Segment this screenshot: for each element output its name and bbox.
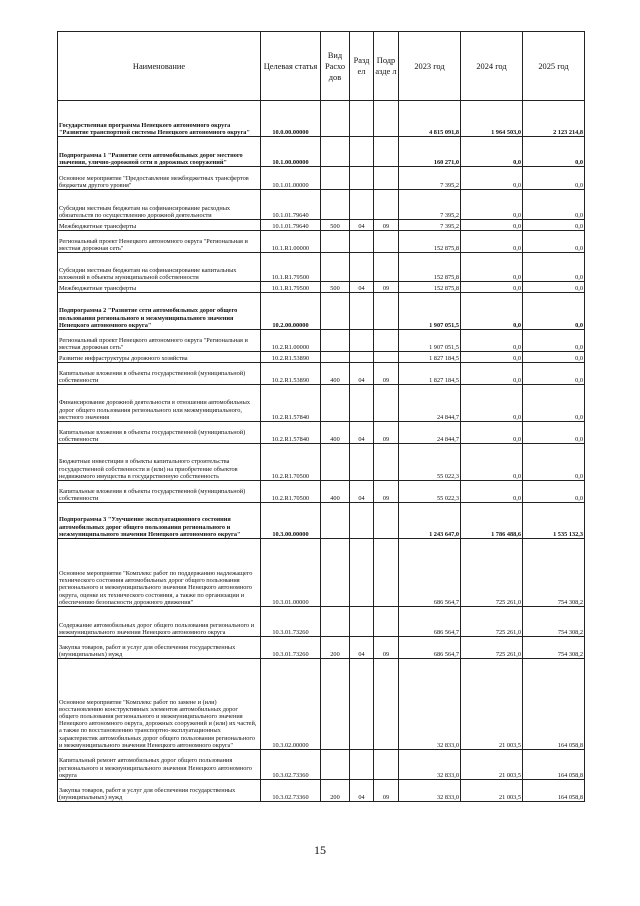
cell-section [350,659,374,750]
cell-year-2025: 754 308,2 [523,637,585,659]
cell-subsection [374,607,399,637]
cell-year-2024: 0,0 [461,363,523,385]
cell-year-2024: 0,0 [461,422,523,444]
cell-year-2023: 686 564,7 [399,539,461,607]
cell-target-article: 10.2.R1.53890 [261,363,321,385]
cell-expense-type: 200 [321,780,350,802]
cell-target-article: 10.1.R1.79500 [261,282,321,293]
cell-section: 04 [350,220,374,231]
page-number: 15 [314,843,326,857]
cell-year-2023: 55 022,3 [399,444,461,481]
header-expense-type: Вид Расхо дов [321,32,350,101]
cell-expense-type [321,253,350,282]
cell-year-2024: 725 261,0 [461,539,523,607]
cell-year-2025: 0,0 [523,167,585,190]
cell-year-2023: 55 022,3 [399,481,461,503]
cell-section [350,293,374,330]
cell-year-2024: 0,0 [461,231,523,253]
cell-year-2024: 0,0 [461,167,523,190]
cell-name: Закупка товаров, работ и услуг для обеспечения государственных (муниципальных) нужд [58,780,261,802]
table-row [58,282,585,293]
cell-section [350,352,374,363]
cell-year-2023: 1 907 051,5 [399,293,461,330]
cell-section: 04 [350,637,374,659]
table-row [58,481,585,503]
cell-year-2024: 0,0 [461,293,523,330]
cell-year-2024: 1 964 503,0 [461,101,523,137]
cell-subsection: 09 [374,282,399,293]
cell-name: Капитальные вложения в объекты государственной (муниципальной) собственности [58,363,261,385]
cell-year-2023: 7 395,2 [399,220,461,231]
table-body [58,101,585,802]
cell-name: Подпрограмма 1 "Развитие сети автомобильных дорог местного значения, улично-дорожной сети в дорожных сооружений" [58,137,261,167]
cell-year-2025: 0,0 [523,352,585,363]
cell-year-2024: 21 003,5 [461,659,523,750]
cell-subsection [374,231,399,253]
cell-name: Региональный проект Ненецкого автономного округа "Региональная и местная дорожная сеть" [58,330,261,352]
cell-year-2023: 152 875,8 [399,282,461,293]
cell-subsection [374,101,399,137]
cell-expense-type [321,352,350,363]
cell-target-article: 10.3.01.73260 [261,607,321,637]
cell-subsection [374,253,399,282]
cell-subsection [374,330,399,352]
cell-year-2023: 160 271,0 [399,137,461,167]
cell-name: Развитие инфраструктуры дорожного хозяйства [58,352,261,363]
cell-expense-type [321,607,350,637]
cell-year-2025: 2 123 214,8 [523,101,585,137]
cell-expense-type [321,137,350,167]
cell-section: 04 [350,282,374,293]
cell-expense-type [321,539,350,607]
cell-year-2025: 754 308,2 [523,539,585,607]
cell-target-article: 10.3.01.00000 [261,539,321,607]
cell-section [350,385,374,422]
table-row [58,385,585,422]
cell-expense-type [321,330,350,352]
cell-name: Капитальные вложения в объекты государственной (муниципальной) собственности [58,481,261,503]
cell-year-2025: 0,0 [523,282,585,293]
cell-section [350,503,374,539]
cell-year-2023: 7 395,2 [399,190,461,220]
cell-expense-type [321,503,350,539]
cell-subsection: 09 [374,422,399,444]
cell-expense-type [321,659,350,750]
cell-name: Подпрограмма 2 "Развитие сети автомобильных дорог общего пользования регионального и межмуниципального значения Ненецкого автономного округа" [58,293,261,330]
cell-subsection: 09 [374,220,399,231]
cell-year-2025: 0,0 [523,422,585,444]
cell-year-2023: 24 844,7 [399,422,461,444]
cell-name: Субсидии местным бюджетам на софинансирование капитальных вложений в объекты муниципальной собственности [58,253,261,282]
cell-year-2025: 0,0 [523,253,585,282]
table-row [58,253,585,282]
cell-year-2025: 0,0 [523,220,585,231]
cell-name: Региональный проект Ненецкого автономного округа "Региональная и местная дорожная сеть" [58,231,261,253]
cell-section: 04 [350,780,374,802]
cell-subsection [374,750,399,780]
cell-section [350,253,374,282]
cell-subsection [374,539,399,607]
cell-subsection [374,293,399,330]
cell-subsection [374,503,399,539]
cell-year-2025: 0,0 [523,293,585,330]
table-row [58,780,585,802]
cell-section [350,101,374,137]
header-name: Наименование [58,32,261,101]
cell-name: Межбюджетные трансферты [58,282,261,293]
cell-year-2023: 24 844,7 [399,385,461,422]
cell-subsection [374,385,399,422]
header-year-2023: 2023 год [399,32,461,101]
cell-year-2023: 686 564,7 [399,607,461,637]
cell-year-2023: 4 815 091,8 [399,101,461,137]
cell-target-article: 10.3.02.73360 [261,780,321,802]
cell-year-2024: 0,0 [461,481,523,503]
table-row [58,352,585,363]
cell-expense-type [321,167,350,190]
cell-year-2024: 0,0 [461,352,523,363]
cell-section [350,137,374,167]
cell-target-article: 10.2.R1.70500 [261,481,321,503]
cell-year-2025: 164 058,8 [523,659,585,750]
cell-subsection [374,137,399,167]
cell-name: Основное мероприятие "Комплекс работ по поддержанию надлежащего технического состояния автомобильных дорог общего пользования регионального и межмуниципального значения Ненецкого автономного округа, оценке их технического состояния, а также по организации и обеспечению безопасности дорожного движения" [58,539,261,607]
cell-section [350,330,374,352]
cell-name: Государственная программа Ненецкого автономного округа "Развитие транспортной системы Ненецкого автономного округа" [58,101,261,137]
cell-year-2023: 152 875,8 [399,231,461,253]
cell-section [350,231,374,253]
table-header-row [58,32,585,101]
cell-expense-type: 400 [321,481,350,503]
cell-year-2025: 0,0 [523,330,585,352]
table-row [58,330,585,352]
header-target-article: Целевая статья [261,32,321,101]
cell-section [350,190,374,220]
table-row [58,750,585,780]
cell-year-2023: 32 833,0 [399,780,461,802]
table-row [58,503,585,539]
cell-name: Капитальный ремонт автомобильных дорог общего пользования регионального и межмуниципального значения Ненецкого автономного округа [58,750,261,780]
cell-section [350,539,374,607]
cell-year-2025: 754 308,2 [523,607,585,637]
cell-expense-type [321,444,350,481]
cell-name: Субсидии местным бюджетам на софинансирование расходных обязательств по осуществлению дорожной деятельности [58,190,261,220]
cell-year-2023: 1 907 051,5 [399,330,461,352]
table-row [58,231,585,253]
cell-name: Капитальные вложения в объекты государственной (муниципальной) собственности [58,422,261,444]
cell-year-2024: 725 261,0 [461,607,523,637]
cell-section: 04 [350,363,374,385]
cell-year-2024: 0,0 [461,190,523,220]
cell-name: Основное мероприятие "Комплекс работ по замене и (или) восстановлению конструктивных элементов автомобильных дорог общего пользования регионального и межмуниципального значения Ненецкого автономного округа, дорожных сооружений и (или) их частей, а также по восстановлению транспортно-эксплуатационных характеристик автомобильных дорог общего пользования регионального и межмуниципального значения Ненецкого автономного округа" [58,659,261,750]
cell-expense-type [321,385,350,422]
cell-expense-type: 500 [321,220,350,231]
cell-subsection [374,444,399,481]
cell-target-article: 10.1.R1.00000 [261,231,321,253]
cell-year-2025: 164 058,8 [523,780,585,802]
table-row [58,101,585,137]
cell-year-2024: 0,0 [461,444,523,481]
table-row [58,167,585,190]
cell-year-2023: 32 833,0 [399,750,461,780]
cell-name: Межбюджетные трансферты [58,220,261,231]
table-row [58,293,585,330]
cell-year-2024: 21 003,5 [461,780,523,802]
cell-subsection [374,659,399,750]
cell-expense-type: 500 [321,282,350,293]
cell-target-article: 10.2.R1.57840 [261,385,321,422]
cell-subsection: 09 [374,637,399,659]
cell-year-2024: 1 786 488,6 [461,503,523,539]
table-row [58,220,585,231]
budget-table [57,31,585,802]
cell-expense-type [321,101,350,137]
cell-year-2024: 0,0 [461,282,523,293]
cell-year-2024: 21 003,5 [461,750,523,780]
cell-expense-type: 200 [321,637,350,659]
cell-target-article: 10.2.R1.00000 [261,330,321,352]
table-row [58,422,585,444]
cell-name: Содержание автомобильных дорог общего пользования регионального и межмуниципального значения Ненецкого автономного округа [58,607,261,637]
cell-target-article: 10.3.01.73260 [261,637,321,659]
cell-target-article: 10.2.R1.53890 [261,352,321,363]
cell-subsection: 09 [374,780,399,802]
cell-name: Подпрограмма 3 "Улучшение эксплуатационного состояния автомобильных дорог общего пользования регионального и межмуниципального значения Ненецкого автономного округа" [58,503,261,539]
cell-year-2025: 164 058,8 [523,750,585,780]
cell-year-2025: 0,0 [523,137,585,167]
cell-section: 04 [350,481,374,503]
cell-expense-type: 400 [321,422,350,444]
cell-year-2024: 0,0 [461,253,523,282]
cell-year-2023: 1 827 184,5 [399,352,461,363]
cell-year-2023: 152 875,8 [399,253,461,282]
cell-year-2023: 32 833,0 [399,659,461,750]
cell-target-article: 10.2.R1.57840 [261,422,321,444]
header-section: Разд ел [350,32,374,101]
cell-year-2025: 1 535 132,3 [523,503,585,539]
cell-year-2023: 1 243 647,0 [399,503,461,539]
table-row [58,137,585,167]
cell-year-2025: 0,0 [523,444,585,481]
cell-target-article: 10.1.01.79640 [261,220,321,231]
cell-section: 04 [350,422,374,444]
cell-subsection [374,190,399,220]
cell-target-article: 10.2.00.00000 [261,293,321,330]
cell-name: Финансирование дорожной деятельности в отношении автомобильных дорог общего пользования регионального или межмуниципального, местного значения [58,385,261,422]
cell-expense-type [321,190,350,220]
cell-name: Основное мероприятие "Предоставление межбюджетных трансфертов бюджетам другого уровня" [58,167,261,190]
cell-year-2025: 0,0 [523,190,585,220]
cell-expense-type: 400 [321,363,350,385]
cell-year-2023: 7 395,2 [399,167,461,190]
header-year-2024: 2024 год [461,32,523,101]
cell-expense-type [321,293,350,330]
table-row [58,607,585,637]
cell-year-2025: 0,0 [523,385,585,422]
cell-target-article: 10.3.02.00000 [261,659,321,750]
cell-year-2025: 0,0 [523,481,585,503]
cell-target-article: 10.3.02.73360 [261,750,321,780]
cell-year-2023: 1 827 184,5 [399,363,461,385]
table-row [58,539,585,607]
cell-target-article: 10.1.01.79640 [261,190,321,220]
cell-target-article: 10.0.00.00000 [261,101,321,137]
cell-year-2023: 686 564,7 [399,637,461,659]
cell-section [350,607,374,637]
table-row [58,659,585,750]
cell-section [350,167,374,190]
cell-name: Бюджетные инвестиции в объекты капитального строительства государственной собственности и (или) на приобретение объектов недвижимого имущества в государственную собственность [58,444,261,481]
cell-target-article: 10.1.R1.79500 [261,253,321,282]
cell-name: Закупка товаров, работ и услуг для обеспечения государственных (муниципальных) нужд [58,637,261,659]
table-row [58,637,585,659]
cell-target-article: 10.1.01.00000 [261,167,321,190]
cell-section [350,750,374,780]
table-row [58,444,585,481]
cell-year-2024: 725 261,0 [461,637,523,659]
table-row [58,190,585,220]
cell-subsection [374,352,399,363]
header-subsection: Подр азде л [374,32,399,101]
cell-subsection: 09 [374,363,399,385]
cell-expense-type [321,750,350,780]
cell-year-2024: 0,0 [461,137,523,167]
cell-target-article: 10.3.00.00000 [261,503,321,539]
table-row [58,363,585,385]
cell-expense-type [321,231,350,253]
header-year-2025: 2025 год [523,32,585,101]
cell-subsection: 09 [374,481,399,503]
cell-subsection [374,167,399,190]
cell-year-2024: 0,0 [461,330,523,352]
cell-year-2025: 0,0 [523,231,585,253]
cell-year-2024: 0,0 [461,385,523,422]
cell-target-article: 10.1.00.00000 [261,137,321,167]
cell-year-2024: 0,0 [461,220,523,231]
cell-section [350,444,374,481]
cell-target-article: 10.2.R1.70500 [261,444,321,481]
cell-year-2025: 0,0 [523,363,585,385]
